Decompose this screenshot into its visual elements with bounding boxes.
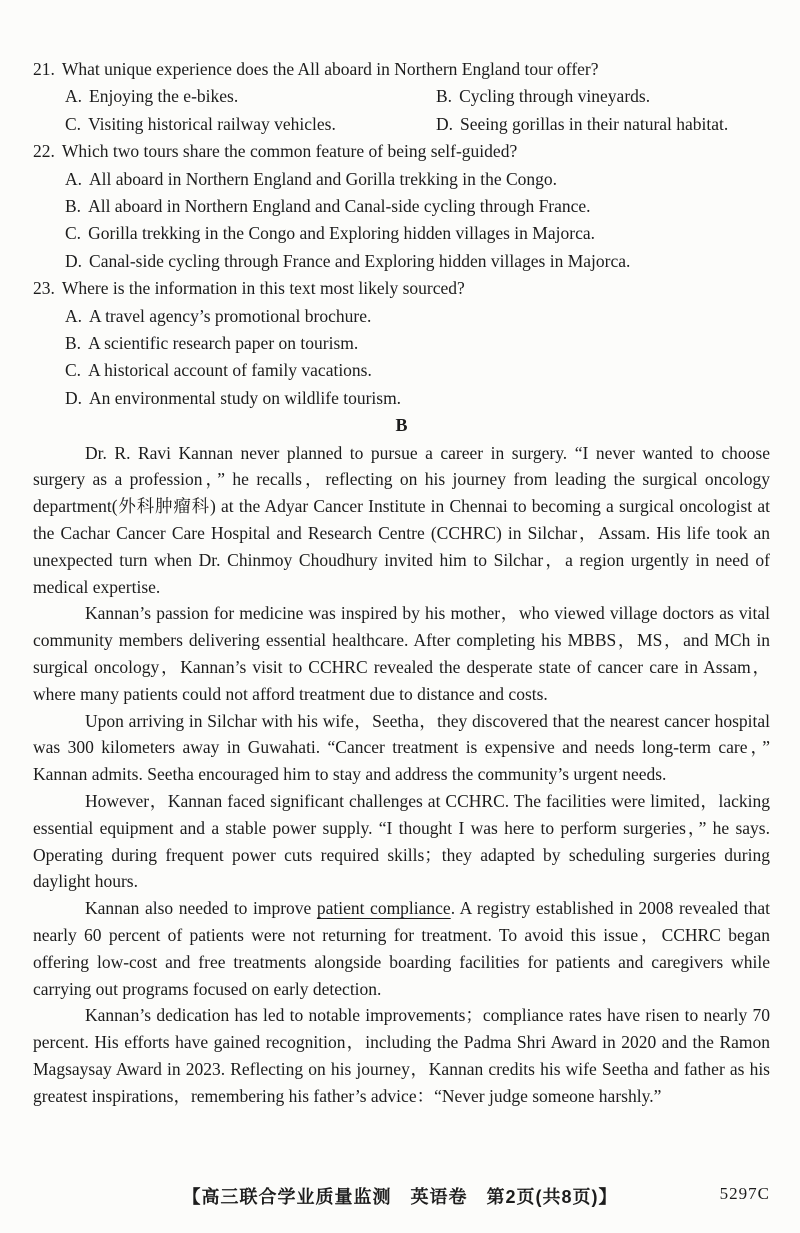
passage-text: Kannan’s passion for medicine was inspired by his mother，who viewed village doctors as vital community members delivering essential healthcare. After completing his MBBS，MS，and MCh in surgical oncology，Kannan’s visit to CCHRC revealed the desperate state of cancer care in Assam，where many patients could not afford treatment due to distance and costs.	[33, 603, 770, 704]
passage-text: Kannan’s dedication has led to notable improvements；compliance rates have risen to nearly 70 percent. His efforts have gained recognition，including the Padma Shri Award in 2020 and the Ramon Magsaysay Award in 2023. Reflecting on his journey，Kannan credits his wife Seetha and father as his greatest inspirations，remembering his father’s advice：“Never judge someone harshly.”	[33, 1005, 770, 1106]
option-label: D.	[65, 250, 83, 271]
question-21	[33, 56, 770, 138]
option-text: An environmental study on wildlife tourism.	[89, 387, 402, 408]
question-stem	[33, 56, 770, 83]
passage-paragraph	[33, 708, 770, 788]
option-A	[65, 303, 770, 330]
option-label: B.	[436, 86, 453, 107]
passage-text: However，Kannan faced significant challenges at CCHRC. The facilities were limited，lacking essential equipment and a stable power supply. “I thought I was here to perform surgeries，” he says. Operating during frequent power cuts required skills；they adapted by scheduling surgeries during daylight hours.	[33, 791, 770, 892]
option-label: C.	[65, 360, 82, 381]
option-text: Canal-side cycling through France and Exploring hidden villages in Majorca.	[89, 250, 631, 271]
passage-paragraph	[33, 440, 770, 601]
option-label: C.	[65, 223, 82, 244]
option-D	[436, 111, 770, 138]
option-label: A.	[65, 305, 83, 326]
option-label: C.	[65, 113, 82, 134]
page-footer	[0, 1183, 800, 1209]
passage-paragraph	[33, 600, 770, 707]
option-label: A.	[65, 86, 83, 107]
option-text: A scientific research paper on tourism.	[88, 333, 359, 354]
option-label: B.	[65, 333, 82, 354]
question-text: Which two tours share the common feature of being self-guided?	[61, 141, 518, 162]
option-text: A historical account of family vacations.	[88, 360, 372, 381]
footer-code: 5297C	[719, 1184, 770, 1203]
option-text: All aboard in Northern England and Gorilla trekking in the Congo.	[89, 168, 558, 189]
option-B	[65, 330, 770, 357]
question-number: 23.	[33, 278, 55, 299]
passage-text: . A registry established in 2008 revealed that nearly 60 percent of patients were not returning for treatment. To avoid this issue，CCHRC began offering low-cost and free treatments alongside boarding facilities for patients and caregivers while carrying out programs focused on early detection.	[33, 898, 770, 999]
question-text: Where is the information in this text most likely sourced?	[61, 278, 465, 299]
options	[33, 303, 770, 413]
option-text: Cycling through vineyards.	[459, 86, 651, 107]
option-label: D.	[65, 387, 83, 408]
option-label: D.	[436, 113, 454, 134]
option-B	[436, 83, 770, 110]
passage-paragraph	[33, 788, 770, 895]
option-label: B.	[65, 196, 82, 217]
option-A	[65, 83, 436, 110]
underlined-phrase: patient compliance	[316, 898, 451, 919]
passage-section-label: B	[395, 415, 408, 436]
passage-paragraph	[33, 1002, 770, 1109]
options	[33, 166, 770, 276]
question-23	[33, 275, 770, 412]
option-C	[65, 220, 770, 247]
option-text: Gorilla trekking in the Congo and Exploring hidden villages in Majorca.	[88, 223, 595, 244]
passage-text: Upon arriving in Silchar with his wife，Seetha，they discovered that the nearest cancer hospital was 300 kilometers away in Guwahati. “Cancer treatment is expensive and needs long-term care，” Kannan admits. Seetha encouraged him to stay and address the community’s urgent needs.	[33, 710, 770, 785]
option-D	[65, 248, 770, 275]
question-number: 22.	[33, 141, 55, 162]
option-text: A travel agency’s promotional brochure.	[89, 305, 372, 326]
page-content	[33, 56, 770, 1110]
passage-text: Dr. R. Ravi Kannan never planned to pursue a career in surgery. “I never wanted to choose surgery as a profession，” he recalls，reflecting on his journey from leading the surgical oncology department(外科肿瘤科) at the Adyar Cancer Institute in Chennai to becoming a surgical oncologist at the Cachar Cancer Care Hospital and Research Centre (CCHRC) in Silchar，Assam. His life took an unexpected turn when Dr. Chinmoy Choudhury invited him to Silchar，a region urgently in need of medical expertise.	[33, 442, 770, 597]
option-text: All aboard in Northern England and Canal-side cycling through France.	[88, 196, 591, 217]
passage-paragraph	[33, 895, 770, 1002]
option-A	[65, 166, 770, 193]
question-number: 21.	[33, 59, 55, 79]
question-stem	[33, 138, 770, 165]
option-D	[65, 385, 770, 412]
question-text: What unique experience does the All aboard in Northern England tour offer?	[61, 59, 599, 79]
option-C	[65, 111, 436, 138]
option-label: A.	[65, 168, 83, 189]
option-text: Seeing gorillas in their natural habitat.	[460, 113, 729, 134]
options	[33, 83, 770, 138]
footer-title: 【高三联合学业质量监测 英语卷 第2页(共8页)】	[182, 1187, 618, 1207]
option-B	[65, 193, 770, 220]
passage-section	[33, 440, 770, 1110]
question-stem	[33, 275, 770, 302]
option-C	[65, 357, 770, 384]
option-text: Enjoying the e-bikes.	[89, 86, 239, 107]
question-22	[33, 138, 770, 275]
questions-section	[33, 56, 770, 412]
option-text: Visiting historical railway vehicles.	[88, 113, 336, 134]
passage-text: Kannan also needed to improve	[85, 898, 317, 919]
